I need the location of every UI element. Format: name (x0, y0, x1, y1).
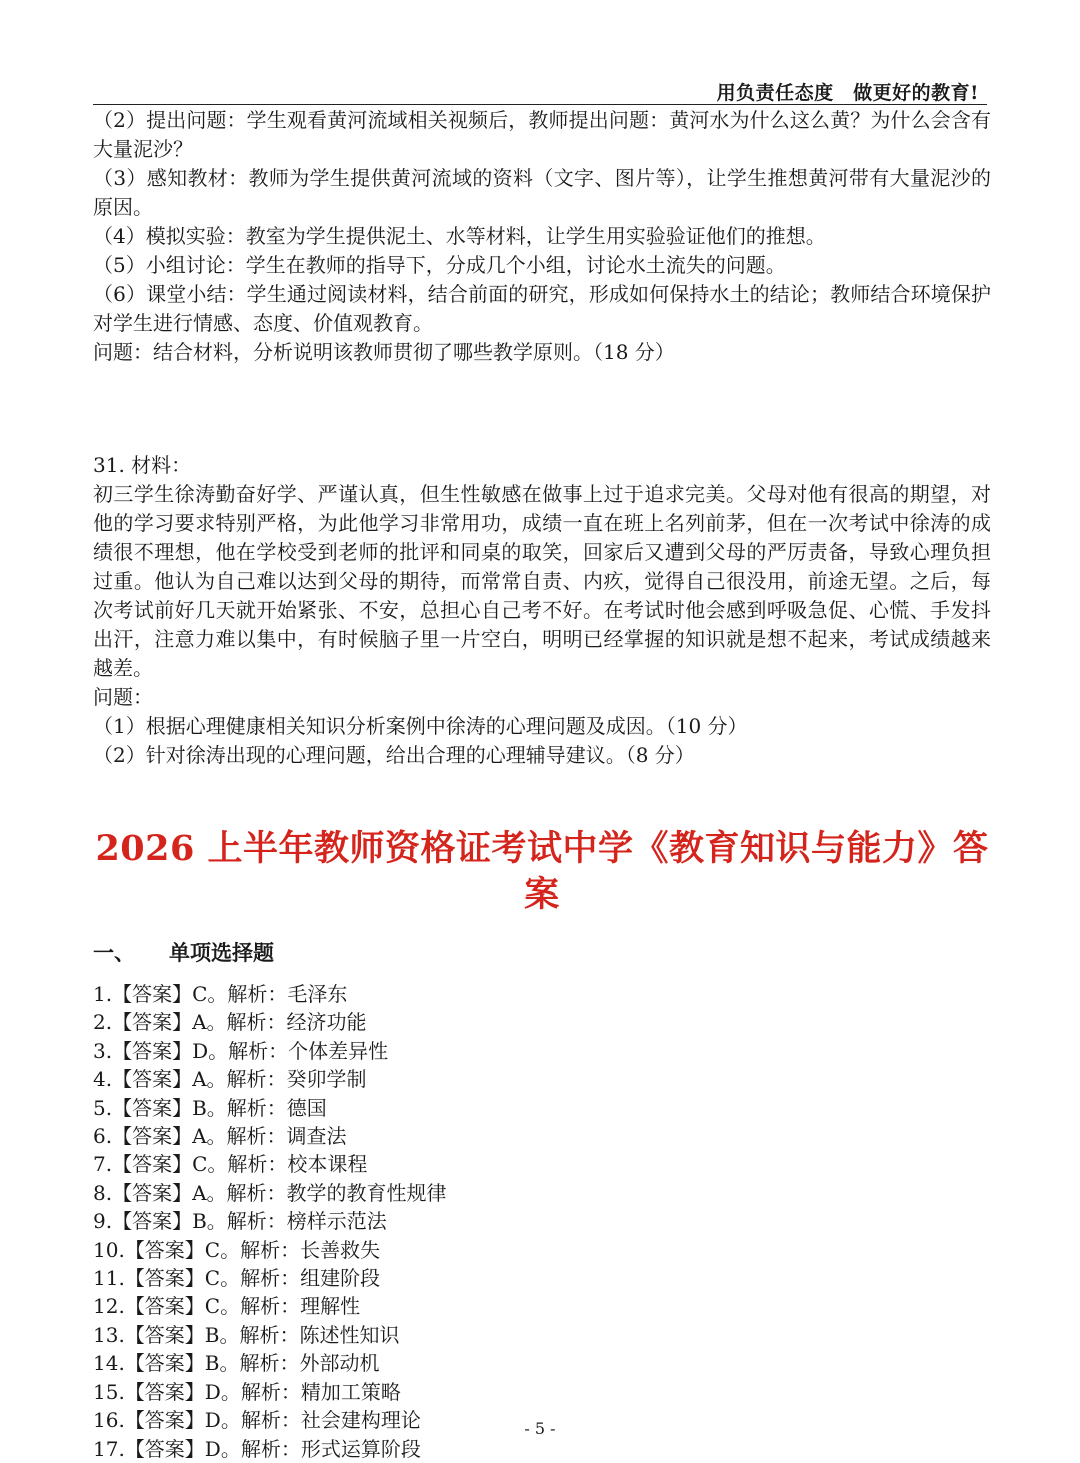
q31-label: 31. 材料： (93, 453, 192, 477)
answer-item: 2.【答案】A。解析：经济功能 (93, 1010, 367, 1035)
answer-item: 8.【答案】A。解析：教学的教育性规律 (93, 1180, 447, 1205)
q30-step-2: （2）提出问题：学生观看黄河流域相关视频后，教师提出问题：黄河水为什么这么黄？为什么会含有大量泥沙？ (93, 108, 991, 161)
answer-item: 17.【答案】D。解析：形式运算阶段 (93, 1436, 421, 1461)
answer-item: 11.【答案】C。解析：组建阶段 (93, 1266, 381, 1291)
q30-step-3: （3）感知教材：教师为学生提供黄河流域的资料（文字、图片等），让学生推想黄河带有大量泥沙的原因。 (93, 166, 991, 219)
answer-list (93, 980, 991, 1463)
page-number: - 5 - (524, 1419, 556, 1438)
answer-item: 12.【答案】C。解析：理解性 (93, 1294, 361, 1319)
header-slogan: 用负责任态度 做更好的教育! (716, 82, 979, 104)
section-title: 单项选择题 (169, 940, 274, 965)
q31-question-2: （2）针对徐涛出现的心理问题，给出合理的心理辅导建议。（8 分） (93, 743, 695, 767)
spacer (93, 770, 991, 826)
q30-step-6: （6）课堂小结：学生通过阅读材料，结合前面的研究，形成如何保持水土的结论；教师结合环境保护对学生进行情感、态度、价值观教育。 (93, 282, 991, 335)
answer-item: 14.【答案】B。解析：外部动机 (93, 1351, 380, 1376)
answer-item: 16.【答案】D。解析：社会建构理论 (93, 1408, 421, 1433)
answer-item: 7.【答案】C。解析：校本课程 (93, 1152, 368, 1177)
spacer (93, 918, 991, 938)
q31-question-label: 问题： (93, 685, 153, 709)
spacer (93, 367, 991, 451)
answer-item: 3.【答案】D。解析：个体差异性 (93, 1038, 389, 1063)
page-content (93, 106, 991, 1463)
q31-question-1: （1）根据心理健康相关知识分析案例中徐涛的心理问题及成因。（10 分） (93, 714, 748, 738)
answer-item: 10.【答案】C。解析：长善救失 (93, 1237, 381, 1262)
answer-item: 13.【答案】B。解析：陈述性知识 (93, 1322, 400, 1347)
question-31 (93, 451, 991, 770)
section-heading (93, 938, 991, 968)
answers-title: 2026 上半年教师资格证考试中学《教育知识与能力》答案 (95, 828, 989, 915)
q30-step-5: （5）小组讨论：学生在教师的指导下，分成几个小组，讨论水土流失的问题。 (93, 253, 786, 277)
q31-material: 初三学生徐涛勤奋好学、严谨认真，但生性敏感在做事上过于追求完美。父母对他有很高的期望，对他的学习要求特别严格，为此他学习非常用功，成绩一直在班上名列前茅，但在一次考试中徐涛的成绩很不理想，他在学校受到老师的批评和同桌的取笑，回家后又遭到父母的严厉责备，导致心理负担过重。他认为自己难以达到父母的期待，而常常自责、内疚，觉得自己很没用，前途无望。之后，每次考试前好几天就开始紧张、不安，总担心自己考不好。在考试时他会感到呼吸急促、心慌、手发抖出汗，注意力难以集中，有时候脑子里一片空白，明明已经掌握的知识就是想不起来，考试成绩越来越差。 (93, 482, 991, 680)
page-header (93, 76, 987, 105)
spacer (93, 968, 991, 980)
answer-item: 5.【答案】B。解析：德国 (93, 1095, 327, 1120)
question-30-continued (93, 106, 991, 367)
answer-item: 1.【答案】C。解析：毛泽东 (93, 982, 348, 1006)
answer-item: 4.【答案】A。解析：癸卯学制 (93, 1067, 367, 1092)
q30-question: 问题：结合材料，分析说明该教师贯彻了哪些教学原则。（18 分） (93, 340, 675, 364)
answer-item: 9.【答案】B。解析：榜样示范法 (93, 1209, 387, 1234)
answer-item: 6.【答案】A。解析：调查法 (93, 1124, 347, 1149)
answer-item: 15.【答案】D。解析：精加工策略 (93, 1379, 401, 1404)
q30-step-4: （4）模拟实验：教室为学生提供泥土、水等材料，让学生用实验验证他们的推想。 (93, 224, 826, 248)
section-number: 一、 (93, 940, 135, 965)
